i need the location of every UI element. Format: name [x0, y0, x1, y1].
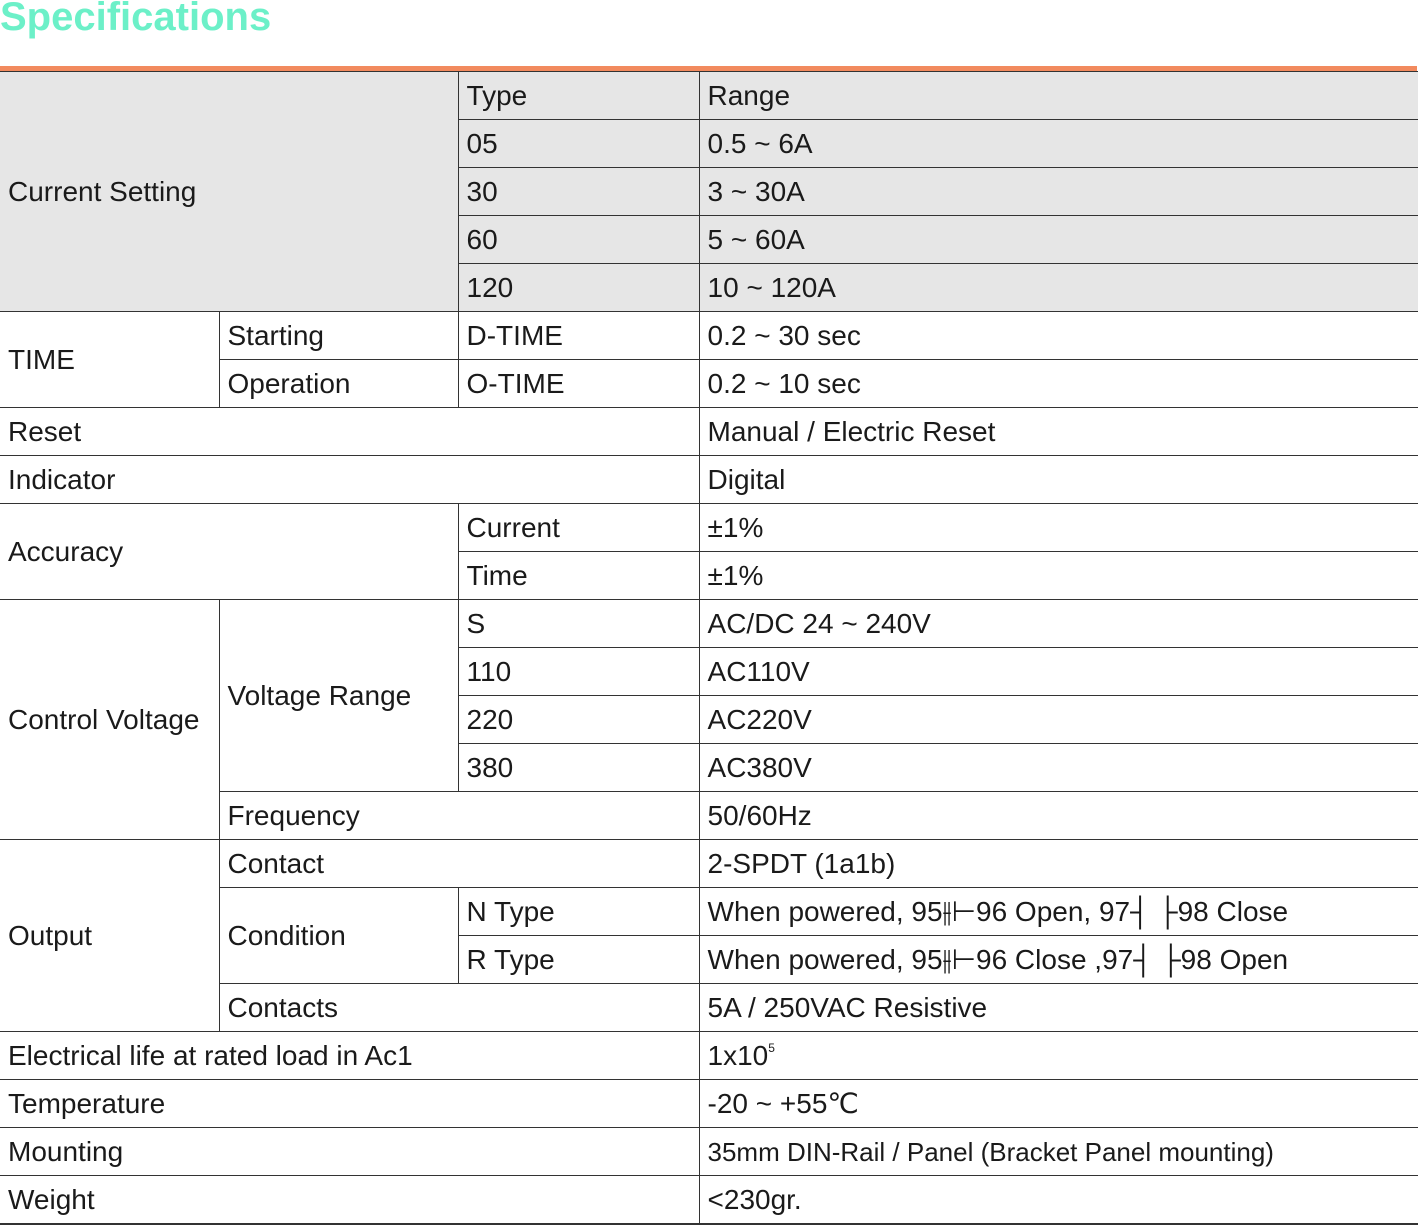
- time-label: TIME: [0, 312, 219, 408]
- operation-value: 0.2 ~ 10 sec: [699, 360, 1418, 408]
- electrical-life-value: [699, 1032, 1418, 1080]
- table-row: [0, 1128, 1418, 1176]
- type-cell: 05: [458, 120, 699, 168]
- electrical-life-base: 1x10: [707, 1039, 769, 1071]
- operation-label: Operation: [219, 360, 458, 408]
- table-row: [0, 504, 1418, 552]
- electrical-life-label: Electrical life at rated load in Ac1: [0, 1032, 699, 1080]
- n-type-value: When powered, 95⫲⊢96 Open, 97┤ ├98 Close: [699, 888, 1418, 936]
- frequency-label: Frequency: [219, 792, 699, 840]
- specifications-table: [0, 71, 1418, 1225]
- condition-label: Condition: [219, 888, 458, 984]
- temperature-label: Temperature: [0, 1080, 699, 1128]
- type-cell: 120: [458, 264, 699, 312]
- reset-label: Reset: [0, 408, 699, 456]
- weight-label: Weight: [0, 1176, 699, 1225]
- voltage-code: 380: [458, 744, 699, 792]
- voltage-code: 110: [458, 648, 699, 696]
- table-row: [0, 456, 1418, 504]
- range-cell: 5 ~ 60A: [699, 216, 1418, 264]
- starting-label: Starting: [219, 312, 458, 360]
- frequency-value: 50/60Hz: [699, 792, 1418, 840]
- voltage-value: AC/DC 24 ~ 240V: [699, 600, 1418, 648]
- r-type-label: R Type: [458, 936, 699, 984]
- table-row: [0, 600, 1418, 648]
- starting-value: 0.2 ~ 30 sec: [699, 312, 1418, 360]
- type-header: Type: [458, 72, 699, 120]
- mounting-value: 35mm DIN-Rail / Panel (Bracket Panel mounting): [699, 1128, 1418, 1176]
- accuracy-label: Accuracy: [0, 504, 458, 600]
- range-cell: 0.5 ~ 6A: [699, 120, 1418, 168]
- table-row: [0, 72, 1418, 120]
- weight-value: <230gr.: [699, 1176, 1418, 1225]
- voltage-value: AC380V: [699, 744, 1418, 792]
- voltage-range-label: Voltage Range: [219, 600, 458, 792]
- accuracy-time-label: Time: [458, 552, 699, 600]
- voltage-code: S: [458, 600, 699, 648]
- table-row: [0, 312, 1418, 360]
- range-cell: 10 ~ 120A: [699, 264, 1418, 312]
- reset-value: Manual / Electric Reset: [699, 408, 1418, 456]
- range-cell: 3 ~ 30A: [699, 168, 1418, 216]
- voltage-value: AC110V: [699, 648, 1418, 696]
- accuracy-current-value: ±1%: [699, 504, 1418, 552]
- electrical-life-exponent: 5: [768, 1040, 775, 1055]
- type-cell: 60: [458, 216, 699, 264]
- mounting-label: Mounting: [0, 1128, 699, 1176]
- accuracy-time-value: ±1%: [699, 552, 1418, 600]
- control-voltage-label: Control Voltage: [0, 600, 219, 840]
- current-setting-label: Current Setting: [0, 72, 458, 312]
- accuracy-current-label: Current: [458, 504, 699, 552]
- temperature-value: -20 ~ +55℃: [699, 1080, 1418, 1128]
- contacts-label: Contacts: [219, 984, 699, 1032]
- output-label: Output: [0, 840, 219, 1032]
- n-type-label: N Type: [458, 888, 699, 936]
- d-time-code: D-TIME: [458, 312, 699, 360]
- r-type-value: When powered, 95⫲⊢96 Close ,97┤ ├98 Open: [699, 936, 1418, 984]
- voltage-value: AC220V: [699, 696, 1418, 744]
- page-title: Specifications: [0, 0, 272, 39]
- contacts-value: 5A / 250VAC Resistive: [699, 984, 1418, 1032]
- type-cell: 30: [458, 168, 699, 216]
- contact-value: 2-SPDT (1a1b): [699, 840, 1418, 888]
- o-time-code: O-TIME: [458, 360, 699, 408]
- table-row: [0, 1032, 1418, 1080]
- table-row: [0, 408, 1418, 456]
- range-header: Range: [699, 72, 1418, 120]
- indicator-value: Digital: [699, 456, 1418, 504]
- table-row: [0, 840, 1418, 888]
- table-row: [0, 1080, 1418, 1128]
- table-row: [0, 1176, 1418, 1225]
- voltage-code: 220: [458, 696, 699, 744]
- indicator-label: Indicator: [0, 456, 699, 504]
- contact-label: Contact: [219, 840, 699, 888]
